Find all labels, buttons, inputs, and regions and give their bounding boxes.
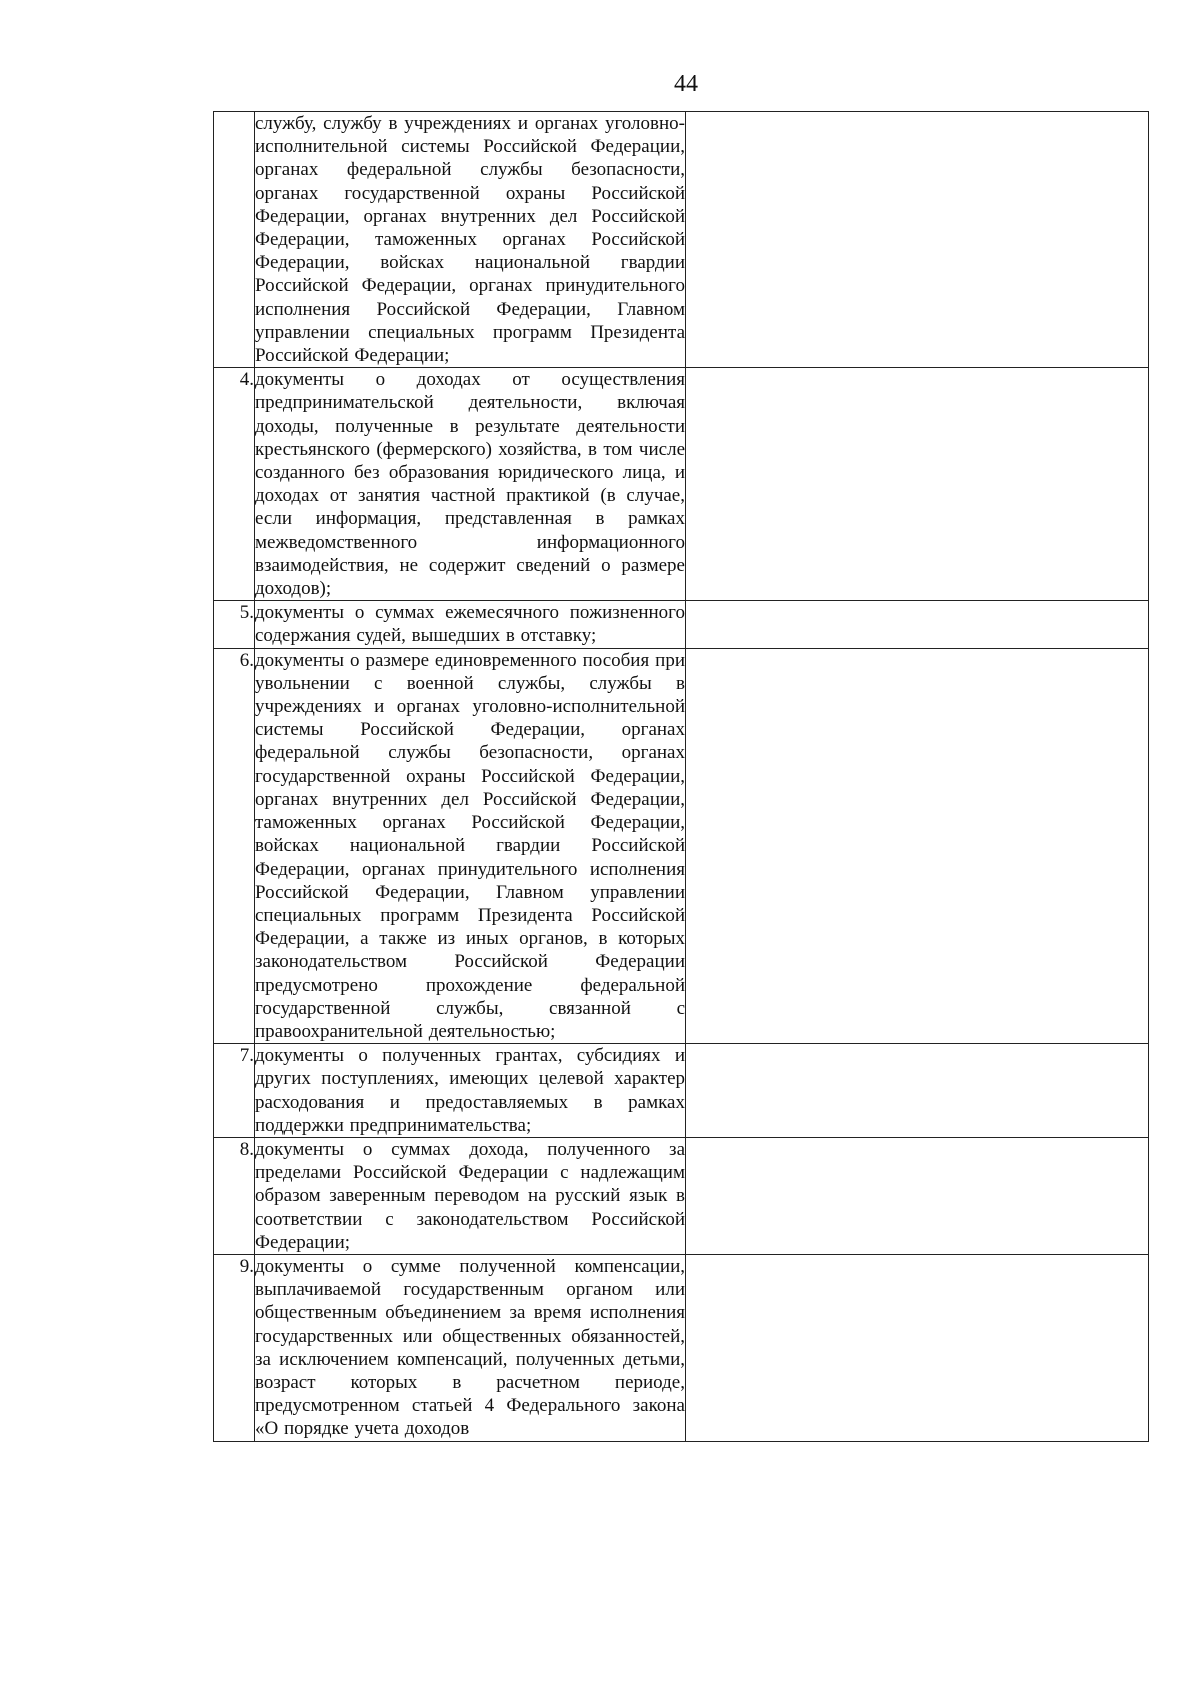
- table-row: [214, 648, 1149, 1043]
- table-row: [214, 601, 1149, 648]
- row-empty-cell: [686, 368, 1149, 601]
- row-number: 5.: [214, 601, 255, 648]
- row-number: 6.: [214, 648, 255, 1043]
- row-number: 8.: [214, 1137, 255, 1254]
- page-number: 44: [674, 71, 698, 97]
- table-row: [214, 112, 1149, 368]
- row-empty-cell: [686, 648, 1149, 1043]
- row-text-cell: [255, 648, 686, 1043]
- row-number: 7.: [214, 1044, 255, 1138]
- row-empty-cell: [686, 112, 1149, 368]
- row-empty-cell: [686, 601, 1149, 648]
- row-text-cell: [255, 1254, 686, 1441]
- row-number: 9.: [214, 1254, 255, 1441]
- row-text: документы о доходах от осуществления предпринимательской деятельности, включая доходы, полученные в результате деятельности крестьянского (фермерского) хозяйства, в том числе созданного без образования юридического лица, и доходах от занятия частной практикой (в случае, если информация, представленная в рамках межведомственного информационного взаимодействия, не содержит сведений о размере доходов);: [255, 369, 685, 600]
- table-row: [214, 1254, 1149, 1441]
- row-text-cell: [255, 368, 686, 601]
- table-row: [214, 368, 1149, 601]
- table-row: [214, 1044, 1149, 1138]
- table-row: [214, 1137, 1149, 1254]
- row-empty-cell: [686, 1044, 1149, 1138]
- row-number: [214, 112, 255, 368]
- row-number: 4.: [214, 368, 255, 601]
- row-text-cell: [255, 1044, 686, 1138]
- row-empty-cell: [686, 1254, 1149, 1441]
- row-text: документы о сумме полученной компенсации, выплачиваемой государственным органом или общественным объединением за время исполнения государственных или общественных обязанностей, за исключением компенсаций, полученных детьми, возраст которых в расчетном периоде, предусмотренном статьей 4 Федерального закона «О порядке учета доходов: [255, 1255, 685, 1440]
- row-text-cell: [255, 1137, 686, 1254]
- row-text-cell: [255, 601, 686, 648]
- row-text-cell: [255, 112, 686, 368]
- row-empty-cell: [686, 1137, 1149, 1254]
- row-text: службу, службу в учреждениях и органах уголовно-исполнительной системы Российской Федерации, органах федеральной службы безопасности, органах государственной охраны Российской Федерации, органах внутренних дел Российской Федерации, таможенных органах Российской Федерации, войсках национальной гвардии Российской Федерации, органах принудительного исполнения Российской Федерации, Главном управлении специальных программ Президента Российской Федерации;: [255, 113, 685, 367]
- row-text: документы о суммах дохода, полученного за пределами Российской Федерации с надлежащим образом заверенным переводом на русский язык в соответствии с законодательством Российской Федерации;: [255, 1138, 685, 1253]
- row-text: документы о суммах ежемесячного пожизненного содержания судей, вышедших в отставку;: [255, 602, 685, 647]
- row-text: документы о размере единовременного пособия при увольнении с военной службы, службы в учреждениях и органах уголовно-исполнительной системы Российской Федерации, органах федеральной службы безопасности, органах государственной охраны Российской Федерации, органах внутренних дел Российской Федерации, таможенных органах Российской Федерации, войсках национальной гвардии Российской Федерации, органах принудительного исполнения Российской Федерации, Главном управлении специальных программ Президента Российской Федерации, а также из иных органов, в которых законодательством Российской Федерации предусмотрено прохождение федеральной государственной службы, связанной с правоохранительной деятельностью;: [255, 649, 685, 1042]
- row-text: документы о полученных грантах, субсидиях и других поступлениях, имеющих целевой характер расходования и предоставляемых в рамках поддержки предпринимательства;: [255, 1045, 685, 1136]
- documents-table: [213, 111, 1149, 1442]
